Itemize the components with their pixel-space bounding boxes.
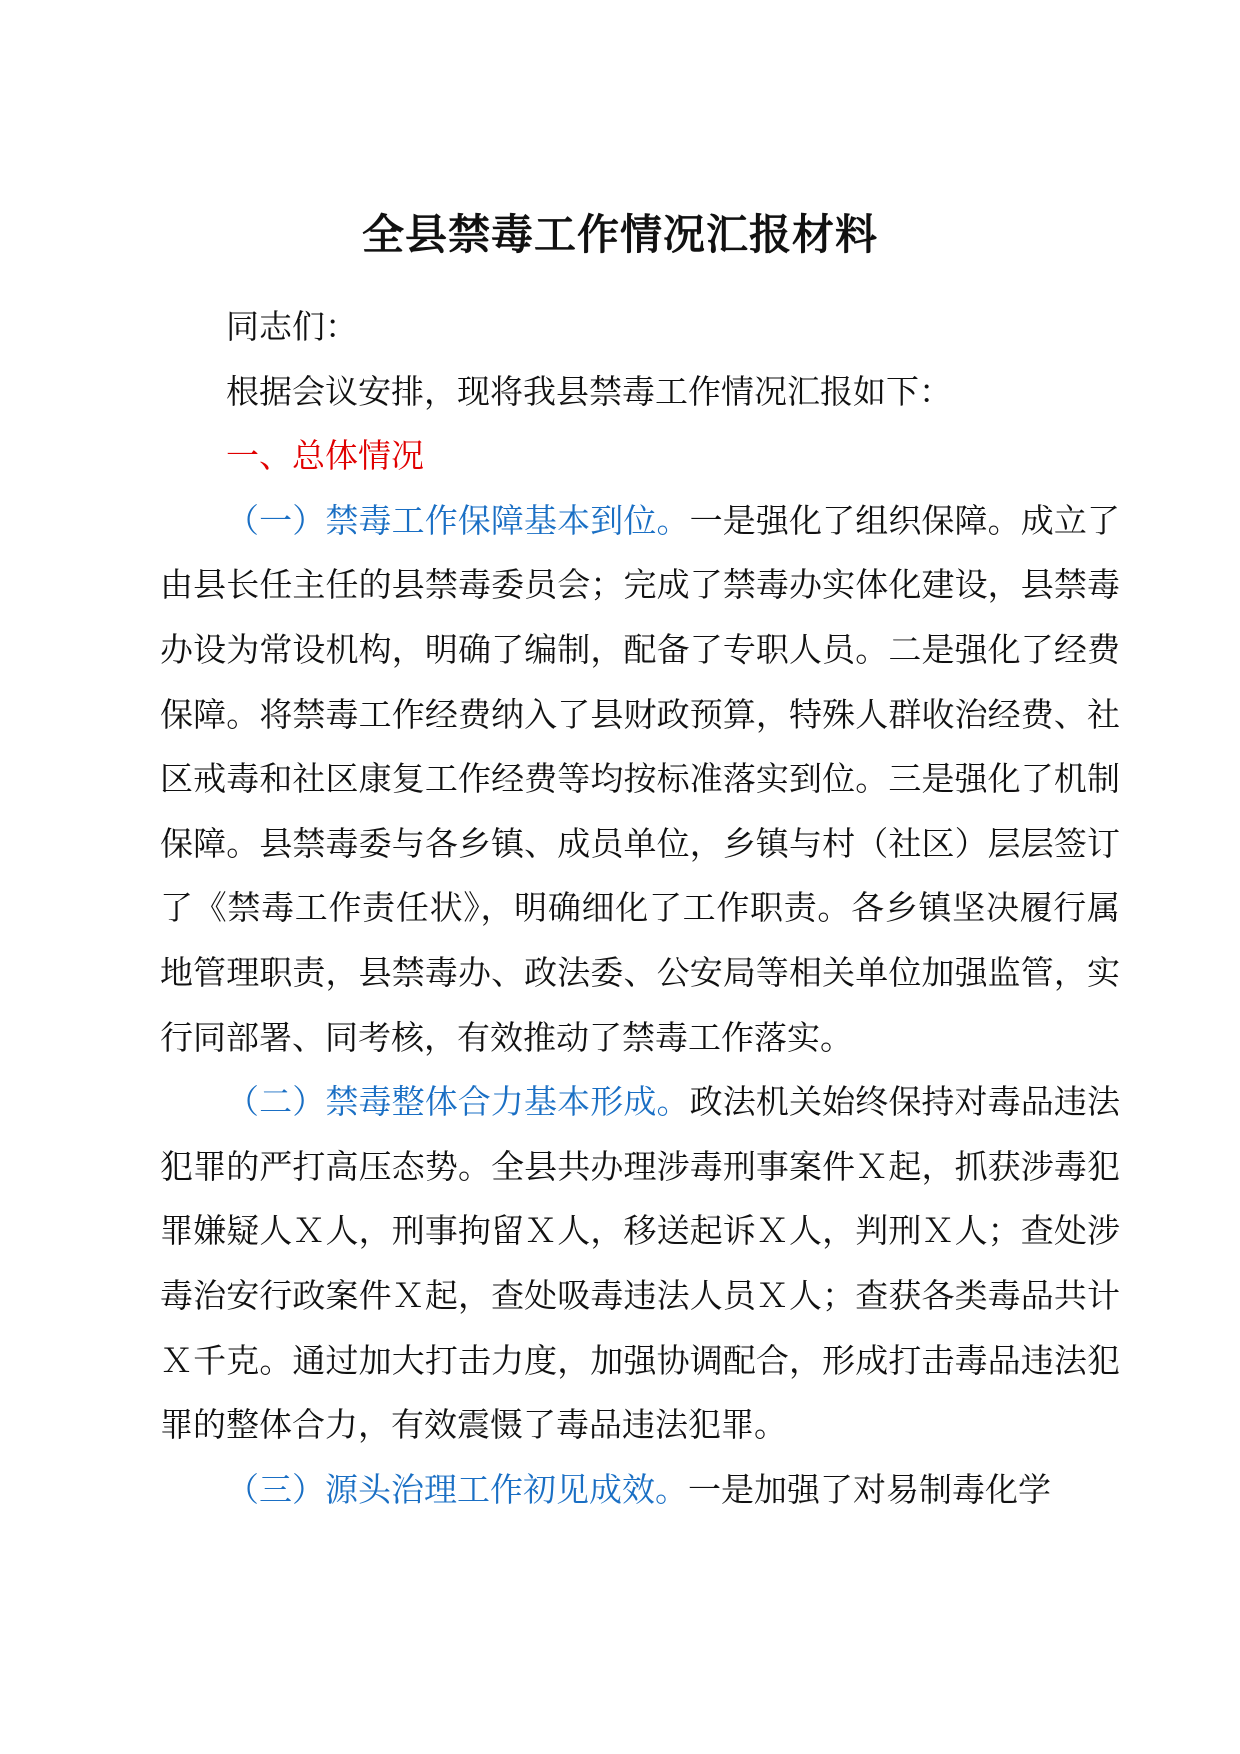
paragraph-text-item-3: 一是加强了对易制毒化学	[688, 1469, 1051, 1509]
salutation: 同志们：	[226, 307, 358, 346]
document-title: 全县禁毒工作情况汇报材料	[361, 210, 878, 259]
document-body	[160, 295, 1120, 1522]
intro-paragraph: 根据会议安排，现将我县禁毒工作情况汇报如下：	[226, 371, 952, 411]
subheading-item-1: （一）禁毒工作保障基本到位。	[226, 500, 690, 540]
subheading-item-2: （二）禁毒整体合力基本形成。	[226, 1082, 690, 1122]
paragraph-item-2	[160, 1070, 1120, 1458]
paragraph-item-3	[160, 1458, 1120, 1523]
paragraph-text-item-2: 政法机关始终保持对毒品违法犯罪的严打高压态势。全县共办理涉毒刑事案件Ｘ起，抓获涉毒犯罪嫌疑人Ｘ人，刑事拘留Ｘ人，移送起诉Ｘ人，判刑Ｘ人；查处涉毒治安行政案件Ｘ起，查处吸毒违法人员Ｘ人；查获各类毒品共计Ｘ千克。通过加大打击力度，加强协调配合，形成打击毒品违法犯罪的整体合力，有效震慑了毒品违法犯罪。	[160, 1082, 1121, 1445]
paragraph-item-1	[160, 489, 1120, 1070]
section-heading-overall: 一、总体情况	[226, 436, 424, 476]
subheading-item-3: （三）源头治理工作初见成效。	[226, 1469, 688, 1509]
paragraph-text-item-1: 一是强化了组织保障。成立了由县长任主任的县禁毒委员会；完成了禁毒办实体化建设，县禁毒办设为常设机构，明确了编制，配备了专职人员。二是强化了经费保障。将禁毒工作经费纳入了县财政预算，特殊人群收治经费、社区戒毒和社区康复工作经费等均按标准落实到位。三是强化了机制保障。县禁毒委与各乡镇、成员单位，乡镇与村（社区）层层签订了《禁毒工作责任状》，明确细化了工作职责。各乡镇坚决履行属地管理职责，县禁毒办、政法委、公安局等相关单位加强监管，实行同部署、同考核，有效推动了禁毒工作落实。	[160, 500, 1121, 1057]
